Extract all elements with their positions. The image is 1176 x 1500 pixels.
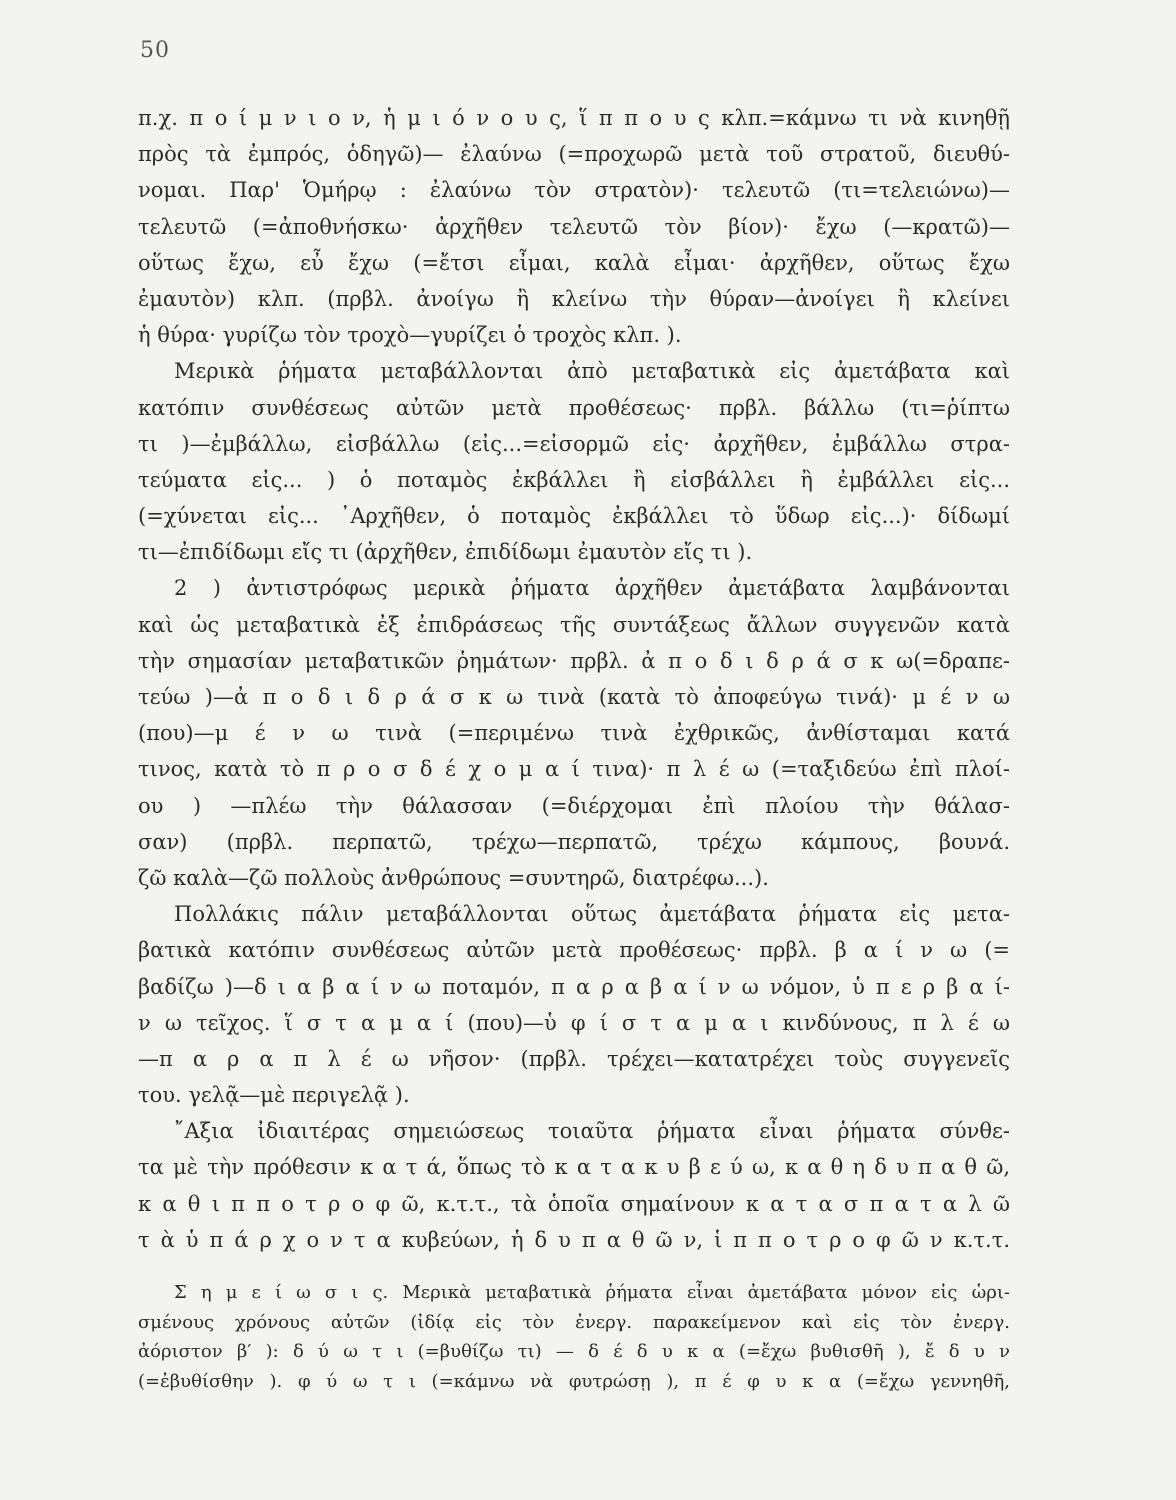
text-line: —π α ρ α π λ έ ω νῆσον· (πρβλ. τρέχει—κατατρέχει τοὺς συγγενεῖς [138,1046,1010,1071]
text-line: τεύματα εἰς... ) ὁ ποταμὸς ἐκβάλλει ἢ εἰσβάλλει ἢ ἐμβάλλει εἰς... [138,467,1010,492]
text-line: ζῶ καλὰ—ζῶ πολλοὺς ἀνθρώπους =συντηρῶ, διατρέφω...). [138,865,769,890]
text-line: νομαι. Παρ' Ὁμήρῳ : ἐλαύνω τὸν στρατὸν)· τελευτῶ (τι=τελειώνω)— [138,178,1010,203]
footnote-line: ἀόριστον β′ ): δ ύ ω τ ι (=βυθίζω τι) — δ έ δ υ κ α (=ἔχω βυθισθῆ ), ἔ δ υ ν [138,1341,1010,1362]
text-line: του. γελᾷ—μὲ περιγελᾷ ). [138,1083,410,1108]
text-line: ν ω τεῖχος. ἵ σ τ α μ α ί (που)—ὑ φ ί σ τ α μ α ι κινδύνους, π λ έ ω [138,1010,1010,1035]
text-line: καὶ ὡς μεταβατικὰ ἐξ ἐπιδράσεως τῆς συντάξεως ἄλλων συγγενῶν κατὰ [138,612,1010,637]
text-line: τεύω )—ἀ π ο δ ι δ ρ ά σ κ ω τινὰ (κατὰ τὸ ἀποφεύγω τινά)· μ έ ν ω [138,685,1010,709]
page-number: 50 [140,38,170,63]
text-line: βατικὰ κατόπιν συνθέσεως αὐτῶν μετὰ προθέσεως· πρβλ. β α ί ν ω (= [138,938,1010,963]
text-line: τὴν σημασίαν μεταβατικῶν ῥημάτων· πρβλ. ἀ π ο δ ι δ ρ ά σ κ ω(=δραπε- [138,648,1010,673]
text-line: τα μὲ τὴν πρόθεσιν κ α τ ά, ὅπως τὸ κ α τ α κ υ β ε ύ ω, κ α θ η δ υ π α θ ῶ, [138,1155,1010,1180]
text-line: τι )—ἐμβάλλω, εἰσβάλλω (εἰς...=εἰσορμῶ εἰς· ἀρχῆθεν, ἐμβάλλω στρα- [138,431,1010,456]
text-line: βαδίζω )—δ ι α β α ί ν ω ποταμόν, π α ρ α β α ί ν ω νόμον, ὑ π ε ρ β α ί- [138,974,1010,999]
text-line: (που)—μ έ ν ω τινὰ (=περιμένω τινὰ ἐχθρικῶς, ἀνθίσταμαι κατά [138,721,1010,746]
text-line: ου ) —πλέω τὴν θάλασσαν (=διέρχομαι ἐπὶ πλοίου τὴν θάλασ- [138,793,1010,818]
body-text [138,100,1010,1258]
text-line: ἡ θύρα· γυρίζω τὸν τροχὸ—γυρίζει ὁ τροχὸς κλπ. ). [138,323,682,348]
text-line: κατόπιν συνθέσεως αὐτῶν μετὰ προθέσεως· πρβλ. βάλλω (τι=ῥίπτω [138,395,1010,420]
text-line: ἐμαυτὸν) κλπ. (πρβλ. ἀνοίγω ἢ κλείνω τὴν θύραν—ἀνοίγει ἢ κλείνει [138,286,1010,311]
footnote-text [138,1278,1010,1396]
paragraph-start-line: Πολλάκις πάλιν μεταβάλλονται οὕτως ἀμετάβατα ῥήματα εἰς μετα- [174,902,1010,927]
footnote-line: σμένους χρόνους αὐτῶν (ἰδίᾳ εἰς τὸν ἐνεργ. παρακείμενον καὶ εἰς τὸν ἐνεργ. [138,1311,1010,1333]
text-line: πρὸς τὰ ἐμπρός, ὁδηγῶ)— ἐλαύνω (=προχωρῶ μετὰ τοῦ στρατοῦ, διευθύ- [138,142,1010,167]
text-line: τελευτῶ (=ἀποθνήσκω· ἀρχῆθεν τελευτῶ τὸν βίον)· ἔχω (—κρατῶ)— [138,214,1010,239]
paragraph-start-line: Μερικὰ ῥήματα μεταβάλλονται ἀπὸ μεταβατικὰ εἰς ἀμετάβατα καὶ [174,359,1010,384]
text-line: τι—ἐπιδίδωμι εἴς τι (ἀρχῆθεν, ἐπιδίδωμι ἐμαυτὸν εἴς τι ). [138,540,753,565]
text-line: σαν) (πρβλ. περπατῶ, τρέχω—περπατῶ, τρέχω κάμπους, βουνά. [138,829,1010,854]
text-line: τ ὰ ὑ π ά ρ χ ο ν τ α κυβεύων, ἡ δ υ π α θ ῶ ν, ἱ π π ο τ ρ ο φ ῶ ν κ.τ.τ. [138,1227,1010,1252]
text-line: οὕτως ἔχω, εὖ ἔχω (=ἔτσι εἶμαι, καλὰ εἶμαι· ἀρχῆθεν, οὕτως ἔχω [138,250,1010,275]
text-line: π.χ. π ο ί μ ν ι ο ν, ἡ μ ι ό ν ο υ ς, ἵ π π ο υ ς κλπ.=κάμνω τι νὰ κινηθῇ [138,106,1010,130]
paragraph-start-line: 2 ) ἀντιστρόφως μερικὰ ῥήματα ἀρχῆθεν ἀμετάβατα λαμβάνονται [174,576,1010,601]
text-line: κ α θ ι π π ο τ ρ ο φ ῶ, κ.τ.τ., τὰ ὁποῖα σημαίνουν κ α τ α σ π α τ α λ ῶ [138,1191,1010,1216]
footnote-line: (=ἐβυθίσθην ). φ ύ ω τ ι (=κάμνω νὰ φυτρώσῃ ), π έ φ υ κ α (=ἔχω γεννηθῆ, [138,1370,1010,1392]
paragraph-start-line: ῎Αξια ἰδιαιτέρας σημειώσεως τοιαῦτα ῥήματα εἶναι ῥήματα σύνθε- [174,1119,1010,1144]
footnote-line: Σ η μ ε ί ω σ ι ς. Μερικὰ μεταβατικὰ ῥήματα εἶναι ἀμετάβατα μόνον εἰς ὡρι- [174,1282,1010,1303]
text-line: τινος, κατὰ τὸ π ρ ο σ δ έ χ ο μ α ί τινα)· π λ έ ω (=ταξιδεύω ἐπὶ πλοί- [138,757,1010,782]
text-line: (=χύνεται εἰς... ᾿Αρχῆθεν, ὁ ποταμὸς ἐκβάλλει τὸ ὕδωρ εἰς...)· δίδωμί [138,504,1010,529]
